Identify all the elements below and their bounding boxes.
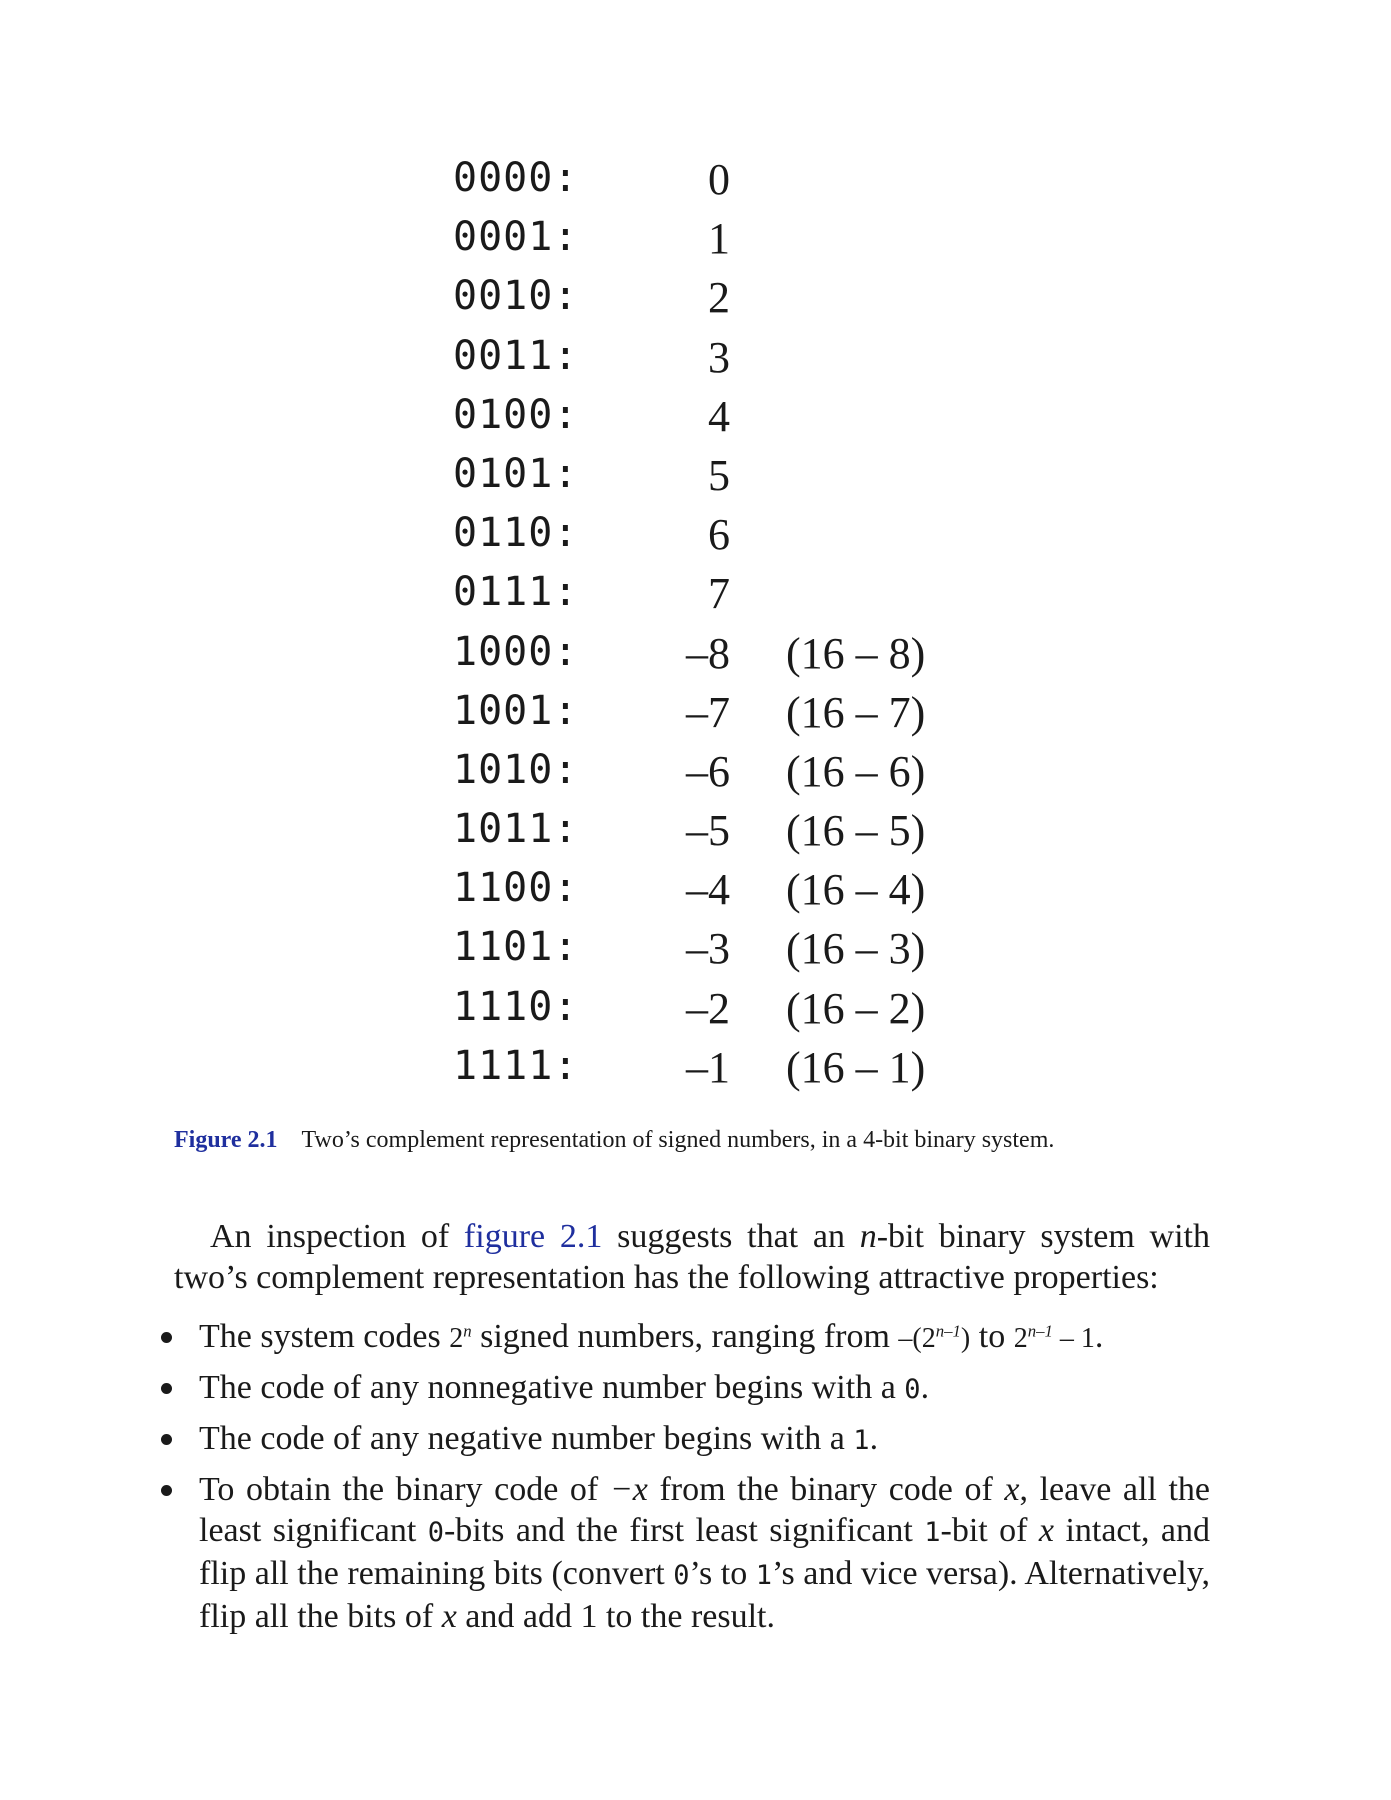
table-row — [453, 981, 1013, 1040]
list-text: intact, and flip all the remaining bits (convert — [199, 1512, 1210, 1592]
binary-code: 1110: — [453, 983, 579, 1030]
decimal-value: 0 — [708, 155, 730, 204]
table-row — [453, 211, 1013, 270]
list-text: The code of any negative number begins with a — [199, 1420, 854, 1457]
table-row — [453, 330, 1013, 389]
bullet-icon — [161, 1485, 172, 1496]
list-text: The system codes — [199, 1318, 450, 1355]
variable-x: x — [1038, 1512, 1055, 1549]
list-text: -bits and the first least significant — [443, 1512, 925, 1549]
paragraph-text: -bit binary system with two’s complement representation has the following attractive properties: — [174, 1218, 1210, 1296]
binary-code: 0100: — [453, 391, 579, 438]
table-row — [453, 507, 1013, 566]
bullet-icon — [161, 1332, 172, 1343]
code-bit: 0 — [427, 1517, 444, 1548]
table-row — [453, 448, 1013, 507]
bullet-icon — [161, 1383, 172, 1394]
binary-code: 1001: — [453, 687, 579, 734]
figure-table — [453, 152, 1013, 1099]
complement-expression: (16 – 1) — [786, 1042, 926, 1092]
binary-code: 0010: — [453, 273, 579, 320]
variable-x: x — [1004, 1471, 1020, 1508]
table-row — [453, 744, 1013, 803]
math-expr — [449, 1323, 471, 1354]
complement-expression: (16 – 6) — [786, 746, 926, 796]
variable-x: x — [441, 1598, 457, 1635]
binary-code: 1111: — [453, 1042, 579, 1089]
list-item — [150, 1469, 1210, 1637]
figure-label: Figure 2.1 — [174, 1127, 278, 1153]
list-text: from the binary code of — [647, 1471, 1005, 1508]
math-exponent: n–1 — [935, 1321, 961, 1341]
decimal-value: –2 — [686, 983, 730, 1033]
math-base: 2 — [449, 1323, 464, 1354]
property-list — [150, 1316, 1210, 1645]
code-bit: 1 — [924, 1517, 941, 1548]
binary-code: 1011: — [453, 806, 579, 853]
complement-expression: (16 – 7) — [786, 687, 926, 737]
decimal-value: 7 — [708, 569, 730, 619]
complement-expression: (16 – 5) — [786, 806, 926, 856]
list-text: , leave all the least significant — [199, 1471, 1210, 1549]
list-text: . — [1094, 1318, 1104, 1355]
table-row — [453, 921, 1013, 980]
table-row — [453, 803, 1013, 862]
decimal-value: 1 — [708, 214, 730, 264]
binary-code: 0111: — [453, 569, 579, 616]
figure-link[interactable]: figure 2.1 — [463, 1218, 603, 1255]
binary-code: 0000: — [453, 155, 579, 201]
binary-code: 0101: — [453, 450, 579, 497]
list-text: -bit of — [940, 1512, 1039, 1549]
table-row — [453, 389, 1013, 448]
math-base: –(2 — [898, 1323, 936, 1354]
decimal-value: 6 — [708, 510, 730, 560]
paragraph-text: suggests that an — [602, 1218, 860, 1255]
list-text: signed numbers, ranging from — [471, 1318, 899, 1355]
decimal-value: 5 — [708, 450, 730, 500]
decimal-value: –3 — [686, 924, 730, 974]
bullet-icon — [161, 1434, 172, 1445]
math-expr — [1014, 1323, 1095, 1354]
binary-code: 1000: — [453, 628, 579, 675]
list-text: ’s and vice versa). Alternatively, flip all the bits of — [199, 1555, 1210, 1635]
list-item — [150, 1418, 1210, 1461]
list-text: ’s to — [689, 1555, 756, 1592]
math-exponent: n–1 — [1027, 1321, 1053, 1341]
decimal-value: –8 — [686, 628, 730, 678]
binary-code: 0110: — [453, 510, 579, 557]
list-text: . — [869, 1420, 879, 1457]
table-row — [453, 862, 1013, 921]
list-text: To obtain the binary code of — [199, 1471, 610, 1508]
table-row — [453, 1040, 1013, 1099]
code-bit: 1 — [755, 1560, 773, 1591]
math-base: 2 — [1013, 1323, 1028, 1354]
binary-code: 1100: — [453, 865, 579, 912]
list-text: to — [970, 1318, 1014, 1355]
table-row — [453, 626, 1013, 685]
figure-caption — [174, 1124, 1054, 1156]
binary-code: 1010: — [453, 746, 579, 793]
list-text: . — [920, 1369, 930, 1406]
math-paren: ) — [960, 1323, 971, 1354]
math-exponent: n — [463, 1321, 472, 1341]
table-row — [453, 685, 1013, 744]
code-bit: 0 — [673, 1560, 690, 1591]
table-row — [453, 566, 1013, 625]
decimal-value: 3 — [708, 332, 730, 382]
variable-neg-x: −x — [609, 1471, 648, 1508]
binary-code: 1101: — [453, 924, 579, 971]
math-tail: – 1 — [1052, 1323, 1095, 1354]
decimal-value: 4 — [708, 391, 730, 441]
math-expr — [898, 1323, 970, 1354]
decimal-value: –7 — [686, 687, 730, 737]
paragraph-text: An inspection of — [210, 1218, 464, 1255]
complement-expression: (16 – 3) — [786, 924, 926, 974]
decimal-value: –5 — [686, 806, 730, 856]
decimal-value: 2 — [708, 273, 730, 323]
variable-n: n — [859, 1218, 877, 1255]
list-text: and add 1 to the result. — [456, 1598, 775, 1635]
list-text: The code of any nonnegative number begins with a — [199, 1369, 905, 1406]
decimal-value: –6 — [686, 746, 730, 796]
decimal-value: –4 — [686, 865, 730, 915]
code-bit: 0 — [904, 1374, 921, 1405]
figure-caption-text: Two’s complement representation of signed numbers, in a 4-bit binary system. — [301, 1127, 1055, 1153]
complement-expression: (16 – 4) — [786, 865, 926, 915]
list-item — [150, 1316, 1210, 1359]
decimal-value: –1 — [686, 1042, 730, 1092]
binary-code: 0011: — [453, 332, 579, 379]
complement-expression: (16 – 8) — [786, 628, 926, 678]
list-item — [150, 1367, 1210, 1410]
code-bit: 1 — [853, 1425, 870, 1456]
table-row — [453, 152, 1013, 211]
complement-expression: (16 – 2) — [786, 983, 926, 1033]
table-row — [453, 270, 1013, 329]
body-paragraph — [174, 1216, 1210, 1298]
binary-code: 0001: — [453, 214, 579, 261]
